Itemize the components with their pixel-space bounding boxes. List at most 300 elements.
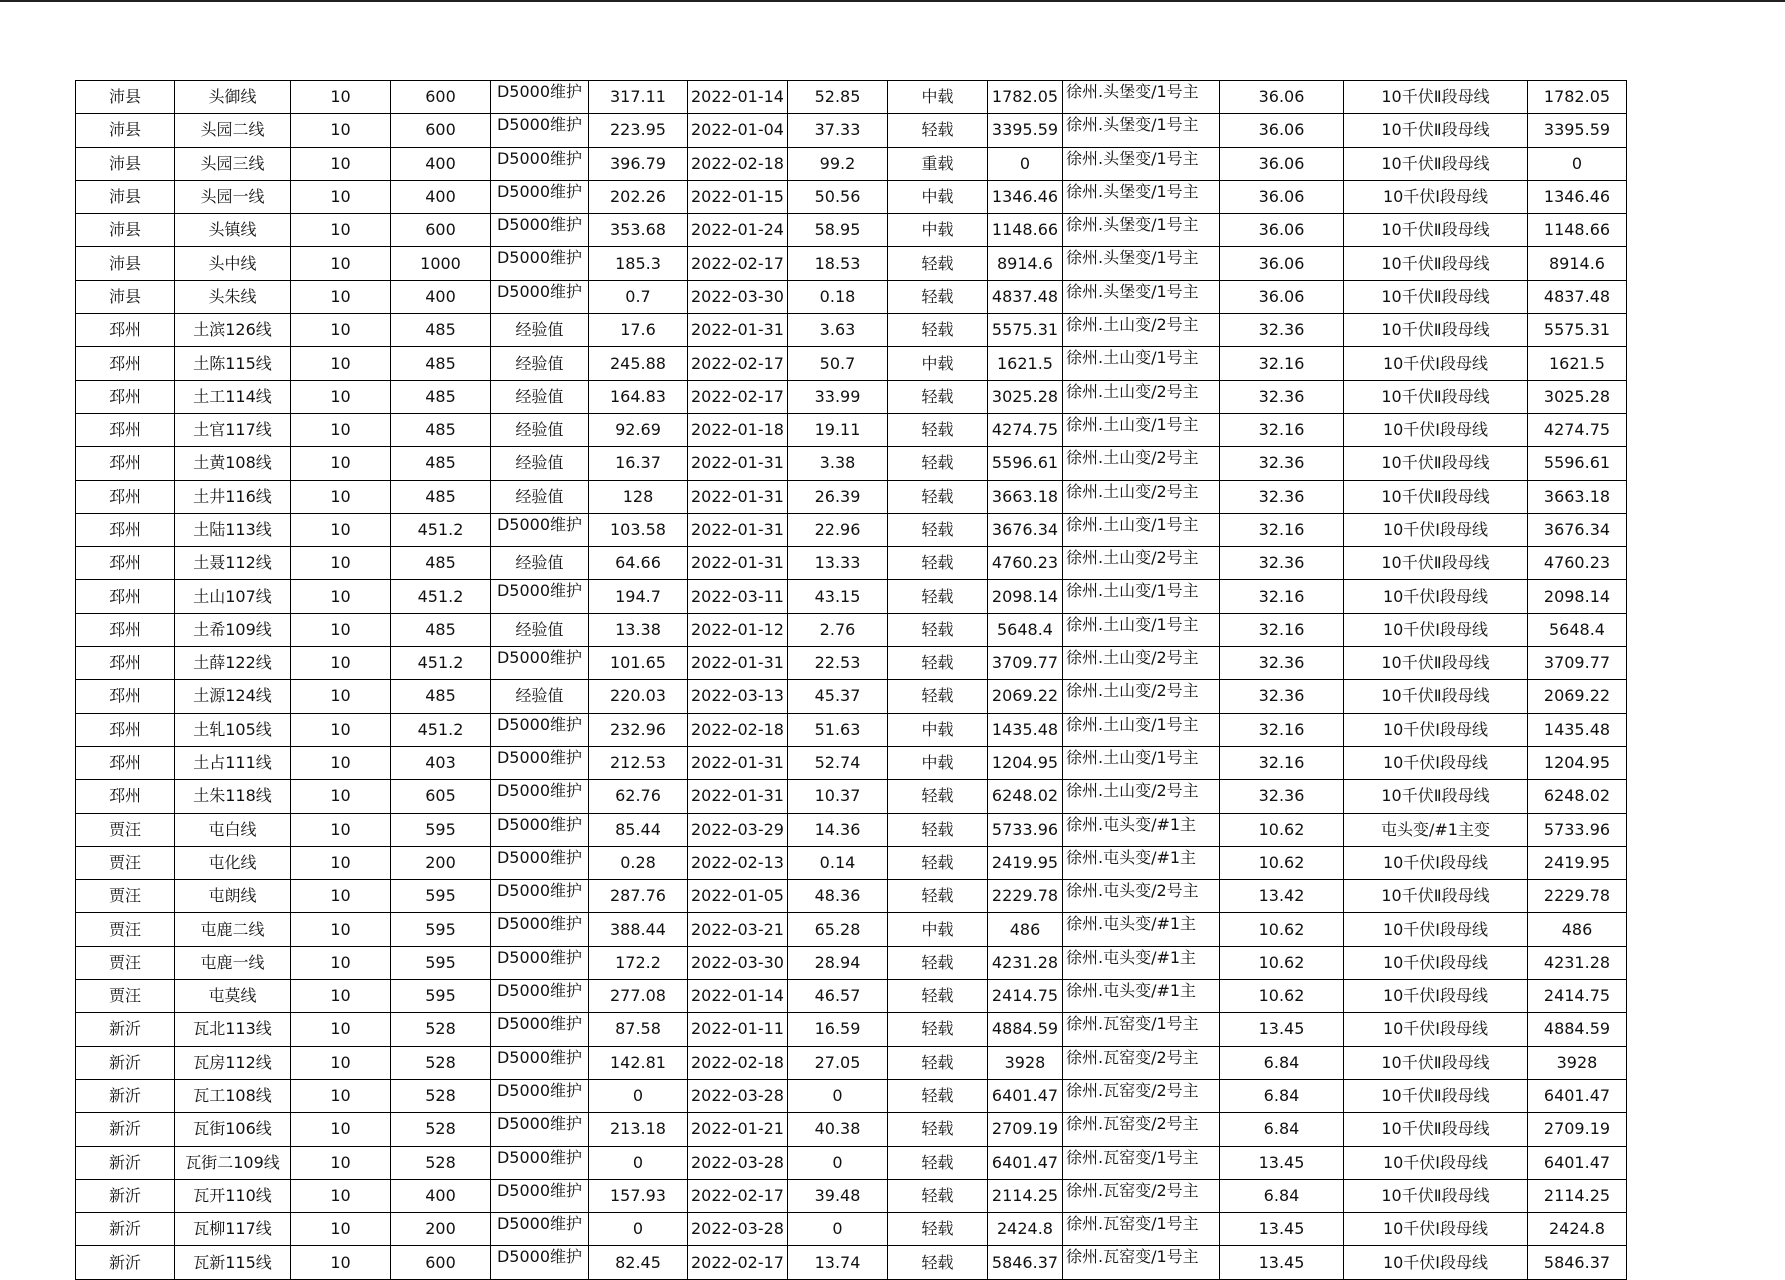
table-row bbox=[76, 980, 1627, 1013]
cell-voltage: 10 bbox=[291, 1146, 391, 1179]
cell-date: 2022-01-15 bbox=[688, 180, 788, 213]
table-row bbox=[76, 413, 1627, 446]
cell-bus: 10千伏Ⅰ段母线 bbox=[1343, 613, 1527, 646]
cell-margin: 1204.95 bbox=[987, 746, 1062, 779]
cell-date: 2022-01-31 bbox=[688, 513, 788, 546]
cell-load-rate: 22.96 bbox=[787, 513, 887, 546]
cell-current: 317.11 bbox=[589, 81, 688, 114]
cell-bus: 10千伏Ⅱ段母线 bbox=[1343, 1179, 1527, 1212]
cell-line-name: 土聂112线 bbox=[175, 547, 291, 580]
cell-remaining: 4231.28 bbox=[1527, 946, 1626, 979]
table-row bbox=[76, 1113, 1627, 1146]
cell-load-rate: 45.37 bbox=[787, 680, 887, 713]
cell-remaining: 1782.05 bbox=[1527, 81, 1626, 114]
cell-remaining: 2114.25 bbox=[1527, 1179, 1626, 1212]
cell-date: 2022-02-17 bbox=[688, 347, 788, 380]
cell-remaining: 3025.28 bbox=[1527, 380, 1626, 413]
cell-voltage: 10 bbox=[291, 1179, 391, 1212]
cell-line-name: 瓦柳117线 bbox=[175, 1213, 291, 1246]
cell-line-name: 瓦工108线 bbox=[175, 1079, 291, 1112]
cell-load-status: 轻载 bbox=[887, 680, 987, 713]
cell-current: 142.81 bbox=[589, 1046, 688, 1079]
cell-transformer-load: 13.45 bbox=[1219, 1146, 1343, 1179]
cell-bus: 10千伏Ⅰ段母线 bbox=[1343, 746, 1527, 779]
cell-county: 邳州 bbox=[76, 580, 175, 613]
cell-remaining: 0 bbox=[1527, 147, 1626, 180]
cell-current: 213.18 bbox=[589, 1113, 688, 1146]
cell-bus: 10千伏Ⅱ段母线 bbox=[1343, 780, 1527, 813]
cell-transformer: 徐州.瓦窑变/2号主 bbox=[1062, 1046, 1219, 1079]
cell-date: 2022-03-28 bbox=[688, 1213, 788, 1246]
cell-remaining: 3676.34 bbox=[1527, 513, 1626, 546]
cell-bus: 10千伏Ⅱ段母线 bbox=[1343, 1113, 1527, 1146]
cell-load-rate: 0.18 bbox=[787, 280, 887, 313]
cell-source: D5000维护 bbox=[491, 180, 589, 213]
cell-remaining: 8914.6 bbox=[1527, 247, 1626, 280]
cell-transformer: 徐州.土山变/2号主 bbox=[1062, 780, 1219, 813]
cell-rated-current: 595 bbox=[391, 880, 491, 913]
cell-date: 2022-01-31 bbox=[688, 447, 788, 480]
cell-county: 沛县 bbox=[76, 147, 175, 180]
cell-date: 2022-03-13 bbox=[688, 680, 788, 713]
cell-margin: 2229.78 bbox=[987, 880, 1062, 913]
cell-bus: 10千伏Ⅱ段母线 bbox=[1343, 81, 1527, 114]
cell-current: 388.44 bbox=[589, 913, 688, 946]
cell-margin: 2414.75 bbox=[987, 980, 1062, 1013]
cell-transformer-load: 10.62 bbox=[1219, 913, 1343, 946]
cell-line-name: 头园三线 bbox=[175, 147, 291, 180]
cell-voltage: 10 bbox=[291, 247, 391, 280]
cell-line-name: 屯莫线 bbox=[175, 980, 291, 1013]
table-row bbox=[76, 680, 1627, 713]
cell-voltage: 10 bbox=[291, 713, 391, 746]
cell-load-rate: 0 bbox=[787, 1079, 887, 1112]
cell-line-name: 头园一线 bbox=[175, 180, 291, 213]
table-row bbox=[76, 214, 1627, 247]
cell-margin: 6248.02 bbox=[987, 780, 1062, 813]
table-row bbox=[76, 946, 1627, 979]
cell-transformer-load: 32.36 bbox=[1219, 547, 1343, 580]
cell-current: 0.28 bbox=[589, 846, 688, 879]
table-row bbox=[76, 846, 1627, 879]
table-row bbox=[76, 1146, 1627, 1179]
cell-margin: 486 bbox=[987, 913, 1062, 946]
cell-remaining: 4274.75 bbox=[1527, 413, 1626, 446]
cell-date: 2022-01-12 bbox=[688, 613, 788, 646]
cell-transformer-load: 36.06 bbox=[1219, 114, 1343, 147]
cell-source: D5000维护 bbox=[491, 1079, 589, 1112]
cell-rated-current: 451.2 bbox=[391, 580, 491, 613]
cell-load-rate: 0.14 bbox=[787, 846, 887, 879]
table-row bbox=[76, 613, 1627, 646]
cell-transformer: 徐州.土山变/1号主 bbox=[1062, 513, 1219, 546]
cell-voltage: 10 bbox=[291, 314, 391, 347]
cell-bus: 10千伏Ⅱ段母线 bbox=[1343, 680, 1527, 713]
cell-county: 沛县 bbox=[76, 247, 175, 280]
cell-line-name: 屯鹿一线 bbox=[175, 946, 291, 979]
cell-line-name: 头镇线 bbox=[175, 214, 291, 247]
cell-load-status: 轻载 bbox=[887, 513, 987, 546]
cell-remaining: 1346.46 bbox=[1527, 180, 1626, 213]
cell-margin: 5846.37 bbox=[987, 1246, 1062, 1279]
cell-margin: 1148.66 bbox=[987, 214, 1062, 247]
cell-bus: 10千伏Ⅰ段母线 bbox=[1343, 347, 1527, 380]
cell-bus: 10千伏Ⅱ段母线 bbox=[1343, 1046, 1527, 1079]
cell-remaining: 5648.4 bbox=[1527, 613, 1626, 646]
cell-source: D5000维护 bbox=[491, 214, 589, 247]
cell-rated-current: 451.2 bbox=[391, 713, 491, 746]
cell-line-name: 屯朗线 bbox=[175, 880, 291, 913]
cell-bus: 10千伏Ⅱ段母线 bbox=[1343, 147, 1527, 180]
cell-source: D5000维护 bbox=[491, 1246, 589, 1279]
cell-load-status: 轻载 bbox=[887, 1079, 987, 1112]
cell-current: 64.66 bbox=[589, 547, 688, 580]
cell-bus: 10千伏Ⅰ段母线 bbox=[1343, 713, 1527, 746]
cell-date: 2022-01-31 bbox=[688, 647, 788, 680]
cell-county: 贾汪 bbox=[76, 880, 175, 913]
cell-current: 13.38 bbox=[589, 613, 688, 646]
cell-transformer-load: 32.36 bbox=[1219, 680, 1343, 713]
cell-load-rate: 16.59 bbox=[787, 1013, 887, 1046]
cell-rated-current: 400 bbox=[391, 1179, 491, 1212]
cell-remaining: 2709.19 bbox=[1527, 1113, 1626, 1146]
cell-transformer-load: 32.36 bbox=[1219, 447, 1343, 480]
cell-margin: 1435.48 bbox=[987, 713, 1062, 746]
table-row bbox=[76, 913, 1627, 946]
cell-rated-current: 485 bbox=[391, 547, 491, 580]
cell-margin: 4837.48 bbox=[987, 280, 1062, 313]
cell-voltage: 10 bbox=[291, 613, 391, 646]
cell-margin: 4231.28 bbox=[987, 946, 1062, 979]
cell-line-name: 土井116线 bbox=[175, 480, 291, 513]
cell-line-name: 土朱118线 bbox=[175, 780, 291, 813]
cell-bus: 10千伏Ⅰ段母线 bbox=[1343, 846, 1527, 879]
cell-date: 2022-02-17 bbox=[688, 1246, 788, 1279]
cell-rated-current: 400 bbox=[391, 180, 491, 213]
cell-load-status: 轻载 bbox=[887, 1013, 987, 1046]
cell-load-rate: 33.99 bbox=[787, 380, 887, 413]
cell-voltage: 10 bbox=[291, 680, 391, 713]
cell-voltage: 10 bbox=[291, 1079, 391, 1112]
cell-load-status: 轻载 bbox=[887, 946, 987, 979]
cell-source: D5000维护 bbox=[491, 81, 589, 114]
cell-rated-current: 485 bbox=[391, 380, 491, 413]
cell-county: 新沂 bbox=[76, 1246, 175, 1279]
cell-transformer-load: 32.16 bbox=[1219, 513, 1343, 546]
cell-load-status: 轻载 bbox=[887, 647, 987, 680]
cell-county: 沛县 bbox=[76, 114, 175, 147]
cell-county: 沛县 bbox=[76, 280, 175, 313]
cell-county: 邳州 bbox=[76, 547, 175, 580]
cell-current: 128 bbox=[589, 480, 688, 513]
cell-county: 新沂 bbox=[76, 1179, 175, 1212]
cell-margin: 4760.23 bbox=[987, 547, 1062, 580]
cell-date: 2022-01-18 bbox=[688, 413, 788, 446]
cell-remaining: 2414.75 bbox=[1527, 980, 1626, 1013]
cell-current: 0 bbox=[589, 1079, 688, 1112]
cell-margin: 4884.59 bbox=[987, 1013, 1062, 1046]
cell-source: D5000维护 bbox=[491, 1113, 589, 1146]
cell-load-rate: 50.7 bbox=[787, 347, 887, 380]
cell-remaining: 5575.31 bbox=[1527, 314, 1626, 347]
cell-line-name: 瓦开110线 bbox=[175, 1179, 291, 1212]
cell-load-status: 轻载 bbox=[887, 1146, 987, 1179]
cell-remaining: 1621.5 bbox=[1527, 347, 1626, 380]
cell-rated-current: 600 bbox=[391, 1246, 491, 1279]
cell-transformer: 徐州.头堡变/1号主 bbox=[1062, 214, 1219, 247]
cell-county: 新沂 bbox=[76, 1013, 175, 1046]
cell-line-name: 土轧105线 bbox=[175, 713, 291, 746]
cell-load-rate: 52.85 bbox=[787, 81, 887, 114]
table-row bbox=[76, 480, 1627, 513]
cell-current: 245.88 bbox=[589, 347, 688, 380]
cell-load-rate: 26.39 bbox=[787, 480, 887, 513]
cell-source: D5000维护 bbox=[491, 880, 589, 913]
cell-remaining: 2229.78 bbox=[1527, 880, 1626, 913]
cell-voltage: 10 bbox=[291, 1046, 391, 1079]
cell-load-rate: 52.74 bbox=[787, 746, 887, 779]
cell-source: D5000维护 bbox=[491, 280, 589, 313]
cell-date: 2022-03-11 bbox=[688, 580, 788, 613]
cell-margin: 2069.22 bbox=[987, 680, 1062, 713]
cell-voltage: 10 bbox=[291, 1013, 391, 1046]
cell-rated-current: 600 bbox=[391, 214, 491, 247]
cell-rated-current: 403 bbox=[391, 746, 491, 779]
cell-transformer-load: 32.36 bbox=[1219, 480, 1343, 513]
cell-load-rate: 18.53 bbox=[787, 247, 887, 280]
cell-current: 0 bbox=[589, 1213, 688, 1246]
cell-margin: 3709.77 bbox=[987, 647, 1062, 680]
cell-load-status: 轻载 bbox=[887, 580, 987, 613]
cell-date: 2022-01-31 bbox=[688, 780, 788, 813]
cell-county: 邳州 bbox=[76, 413, 175, 446]
cell-source: 经验值 bbox=[491, 380, 589, 413]
table-row bbox=[76, 81, 1627, 114]
cell-transformer: 徐州.土山变/1号主 bbox=[1062, 580, 1219, 613]
cell-source: 经验值 bbox=[491, 413, 589, 446]
cell-county: 贾汪 bbox=[76, 813, 175, 846]
cell-date: 2022-03-30 bbox=[688, 946, 788, 979]
cell-current: 157.93 bbox=[589, 1179, 688, 1212]
cell-transformer-load: 13.45 bbox=[1219, 1013, 1343, 1046]
cell-transformer: 徐州.屯头变/#1主 bbox=[1062, 946, 1219, 979]
cell-transformer-load: 13.45 bbox=[1219, 1213, 1343, 1246]
cell-transformer: 徐州.土山变/2号主 bbox=[1062, 480, 1219, 513]
cell-source: D5000维护 bbox=[491, 946, 589, 979]
table-row bbox=[76, 1213, 1627, 1246]
cell-remaining: 3928 bbox=[1527, 1046, 1626, 1079]
cell-line-name: 屯鹿二线 bbox=[175, 913, 291, 946]
cell-rated-current: 528 bbox=[391, 1113, 491, 1146]
cell-margin: 3676.34 bbox=[987, 513, 1062, 546]
cell-load-rate: 2.76 bbox=[787, 613, 887, 646]
cell-transformer: 徐州.土山变/2号主 bbox=[1062, 680, 1219, 713]
cell-county: 沛县 bbox=[76, 81, 175, 114]
cell-line-name: 头御线 bbox=[175, 81, 291, 114]
cell-remaining: 6248.02 bbox=[1527, 780, 1626, 813]
cell-county: 沛县 bbox=[76, 180, 175, 213]
cell-transformer: 徐州.头堡变/1号主 bbox=[1062, 247, 1219, 280]
cell-load-status: 中载 bbox=[887, 81, 987, 114]
cell-source: D5000维护 bbox=[491, 247, 589, 280]
cell-transformer: 徐州.头堡变/1号主 bbox=[1062, 114, 1219, 147]
cell-transformer-load: 32.16 bbox=[1219, 713, 1343, 746]
cell-source: D5000维护 bbox=[491, 147, 589, 180]
table-row bbox=[76, 746, 1627, 779]
cell-transformer: 徐州.头堡变/1号主 bbox=[1062, 81, 1219, 114]
cell-rated-current: 1000 bbox=[391, 247, 491, 280]
cell-county: 邳州 bbox=[76, 680, 175, 713]
table-row bbox=[76, 780, 1627, 813]
table-row bbox=[76, 1079, 1627, 1112]
cell-bus: 10千伏Ⅱ段母线 bbox=[1343, 214, 1527, 247]
cell-bus: 10千伏Ⅰ段母线 bbox=[1343, 513, 1527, 546]
cell-margin: 3395.59 bbox=[987, 114, 1062, 147]
cell-transformer: 徐州.土山变/2号主 bbox=[1062, 647, 1219, 680]
cell-load-rate: 65.28 bbox=[787, 913, 887, 946]
cell-transformer: 徐州.头堡变/1号主 bbox=[1062, 280, 1219, 313]
cell-load-status: 轻载 bbox=[887, 780, 987, 813]
cell-voltage: 10 bbox=[291, 214, 391, 247]
cell-source: 经验值 bbox=[491, 613, 589, 646]
cell-transformer: 徐州.土山变/1号主 bbox=[1062, 413, 1219, 446]
cell-voltage: 10 bbox=[291, 946, 391, 979]
cell-date: 2022-03-29 bbox=[688, 813, 788, 846]
cell-transformer: 徐州.土山变/1号主 bbox=[1062, 746, 1219, 779]
cell-load-status: 中载 bbox=[887, 214, 987, 247]
cell-line-name: 土陈115线 bbox=[175, 347, 291, 380]
cell-voltage: 10 bbox=[291, 280, 391, 313]
cell-county: 新沂 bbox=[76, 1213, 175, 1246]
cell-voltage: 10 bbox=[291, 347, 391, 380]
cell-date: 2022-03-28 bbox=[688, 1079, 788, 1112]
cell-load-status: 轻载 bbox=[887, 813, 987, 846]
cell-date: 2022-03-21 bbox=[688, 913, 788, 946]
cell-source: D5000维护 bbox=[491, 913, 589, 946]
cell-load-status: 中载 bbox=[887, 180, 987, 213]
cell-transformer-load: 32.16 bbox=[1219, 613, 1343, 646]
cell-transformer: 徐州.土山变/2号主 bbox=[1062, 447, 1219, 480]
table-row bbox=[76, 314, 1627, 347]
cell-voltage: 10 bbox=[291, 846, 391, 879]
cell-date: 2022-01-24 bbox=[688, 214, 788, 247]
cell-current: 92.69 bbox=[589, 413, 688, 446]
cell-voltage: 10 bbox=[291, 480, 391, 513]
cell-line-name: 瓦街106线 bbox=[175, 1113, 291, 1146]
cell-county: 邳州 bbox=[76, 613, 175, 646]
cell-load-rate: 39.48 bbox=[787, 1179, 887, 1212]
cell-voltage: 10 bbox=[291, 513, 391, 546]
cell-current: 164.83 bbox=[589, 380, 688, 413]
cell-source: D5000维护 bbox=[491, 580, 589, 613]
cell-margin: 3663.18 bbox=[987, 480, 1062, 513]
cell-current: 185.3 bbox=[589, 247, 688, 280]
cell-remaining: 2069.22 bbox=[1527, 680, 1626, 713]
cell-transformer-load: 32.16 bbox=[1219, 413, 1343, 446]
table-row bbox=[76, 813, 1627, 846]
cell-line-name: 土黄108线 bbox=[175, 447, 291, 480]
cell-bus: 10千伏Ⅰ段母线 bbox=[1343, 913, 1527, 946]
cell-county: 邳州 bbox=[76, 380, 175, 413]
cell-current: 232.96 bbox=[589, 713, 688, 746]
cell-load-status: 轻载 bbox=[887, 380, 987, 413]
cell-current: 396.79 bbox=[589, 147, 688, 180]
cell-voltage: 10 bbox=[291, 1113, 391, 1146]
cell-rated-current: 451.2 bbox=[391, 513, 491, 546]
cell-bus: 10千伏Ⅱ段母线 bbox=[1343, 547, 1527, 580]
cell-date: 2022-01-21 bbox=[688, 1113, 788, 1146]
cell-line-name: 土希109线 bbox=[175, 613, 291, 646]
cell-line-name: 瓦房112线 bbox=[175, 1046, 291, 1079]
cell-bus: 10千伏Ⅱ段母线 bbox=[1343, 280, 1527, 313]
cell-bus: 10千伏Ⅱ段母线 bbox=[1343, 114, 1527, 147]
cell-source: D5000维护 bbox=[491, 780, 589, 813]
cell-voltage: 10 bbox=[291, 1213, 391, 1246]
cell-transformer-load: 13.42 bbox=[1219, 880, 1343, 913]
cell-voltage: 10 bbox=[291, 380, 391, 413]
cell-source: D5000维护 bbox=[491, 1146, 589, 1179]
cell-voltage: 10 bbox=[291, 447, 391, 480]
cell-transformer-load: 36.06 bbox=[1219, 214, 1343, 247]
cell-rated-current: 485 bbox=[391, 314, 491, 347]
cell-load-rate: 22.53 bbox=[787, 647, 887, 680]
cell-line-name: 土官117线 bbox=[175, 413, 291, 446]
cell-transformer: 徐州.屯头变/#1主 bbox=[1062, 913, 1219, 946]
cell-transformer-load: 36.06 bbox=[1219, 180, 1343, 213]
cell-load-status: 轻载 bbox=[887, 846, 987, 879]
cell-source: D5000维护 bbox=[491, 713, 589, 746]
cell-load-rate: 99.2 bbox=[787, 147, 887, 180]
cell-load-status: 轻载 bbox=[887, 613, 987, 646]
cell-date: 2022-03-28 bbox=[688, 1146, 788, 1179]
cell-transformer: 徐州.瓦窑变/2号主 bbox=[1062, 1113, 1219, 1146]
table-row bbox=[76, 1013, 1627, 1046]
cell-source: D5000维护 bbox=[491, 746, 589, 779]
cell-county: 新沂 bbox=[76, 1146, 175, 1179]
cell-bus: 10千伏Ⅱ段母线 bbox=[1343, 314, 1527, 347]
cell-transformer: 徐州.屯头变/#1主 bbox=[1062, 813, 1219, 846]
cell-margin: 5648.4 bbox=[987, 613, 1062, 646]
cell-county: 贾汪 bbox=[76, 913, 175, 946]
table-row bbox=[76, 1046, 1627, 1079]
cell-bus: 10千伏Ⅰ段母线 bbox=[1343, 580, 1527, 613]
cell-line-name: 瓦北113线 bbox=[175, 1013, 291, 1046]
cell-load-status: 轻载 bbox=[887, 247, 987, 280]
cell-remaining: 5846.37 bbox=[1527, 1246, 1626, 1279]
table-row bbox=[76, 347, 1627, 380]
cell-date: 2022-02-18 bbox=[688, 713, 788, 746]
cell-margin: 6401.47 bbox=[987, 1079, 1062, 1112]
cell-transformer-load: 32.16 bbox=[1219, 746, 1343, 779]
cell-load-rate: 3.63 bbox=[787, 314, 887, 347]
cell-transformer-load: 32.16 bbox=[1219, 580, 1343, 613]
cell-load-rate: 3.38 bbox=[787, 447, 887, 480]
cell-transformer: 徐州.瓦窑变/2号主 bbox=[1062, 1079, 1219, 1112]
cell-rated-current: 485 bbox=[391, 480, 491, 513]
cell-load-rate: 14.36 bbox=[787, 813, 887, 846]
cell-current: 287.76 bbox=[589, 880, 688, 913]
cell-remaining: 2419.95 bbox=[1527, 846, 1626, 879]
cell-load-status: 轻载 bbox=[887, 314, 987, 347]
feeder-load-table bbox=[75, 80, 1627, 1280]
cell-date: 2022-01-14 bbox=[688, 980, 788, 1013]
cell-transformer: 徐州.土山变/2号主 bbox=[1062, 380, 1219, 413]
cell-load-rate: 46.57 bbox=[787, 980, 887, 1013]
cell-line-name: 头园二线 bbox=[175, 114, 291, 147]
cell-county: 沛县 bbox=[76, 214, 175, 247]
cell-current: 0 bbox=[589, 1146, 688, 1179]
cell-load-status: 轻载 bbox=[887, 480, 987, 513]
